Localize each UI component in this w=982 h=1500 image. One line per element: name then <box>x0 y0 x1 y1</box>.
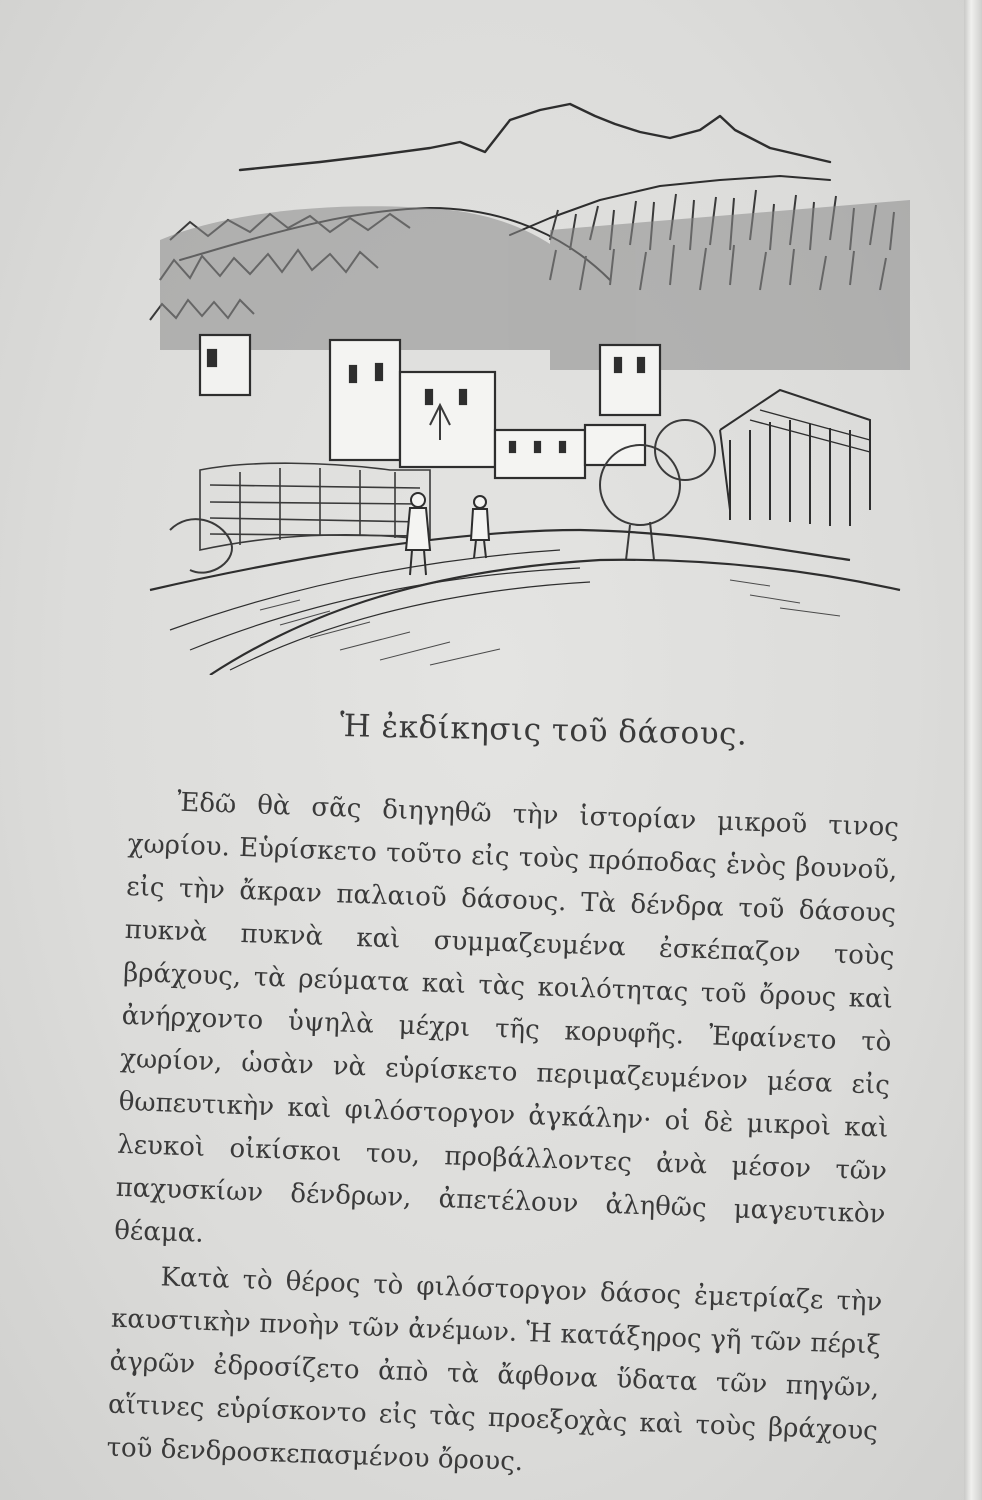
walking-figures <box>406 493 489 575</box>
forest-shading <box>160 200 910 370</box>
story-text <box>106 780 900 1496</box>
stone-wall <box>200 463 430 550</box>
road <box>150 530 900 675</box>
page-edge <box>964 0 982 1500</box>
paragraph-1: Ἐδῶ θὰ σᾶς διηγηθῶ τὴν ἱστορίαν μικροῦ τινος χωρίου. Εὑρίσκετο τοῦτο εἰς τοὺς πρόποδας ἑνὸς βουνοῦ, εἰς τὴν ἄκραν παλαιοῦ δάσους. Τὰ δένδρα τοῦ δάσους πυκνὰ πυκνὰ καὶ συμμαζευμένα ἐσκέπαζον τοὺς βράχους, τὰ ρεύματα καὶ τὰς κοιλότητας τοῦ ὄρους καὶ ἀνήρχοντο ὑψηλὰ μέχρι τῆς κορυφῆς. Ἐφαίνετο τὸ χωρίον, ὡσὰν νὰ εὑρίσκετο περιμαζευμένον μέσα εἰς θωπευτικὴν καὶ φιλόστοργον ἀγκάλην· οἱ δὲ μικροὶ καὶ λευκοὶ οἰκίσκοι του, προβάλλοντες ἀνὰ μέσον τῶν παχυσκίων δένδρων, ἀπετέλουν ἀληθῶς μαγευτικὸν θέαμα. <box>113 787 900 1249</box>
mountain-outline <box>240 104 830 170</box>
hatching <box>260 580 840 665</box>
village-illustration <box>130 90 910 675</box>
illustration-caption: Ἡ ἐκδίκησις τοῦ δάσους. <box>339 708 748 753</box>
paragraph-2: Κατὰ τὸ θέρος τὸ φιλόστοργον δάσος ἐμετρίαζε τὴν καυστικὴν πνοὴν τῶν ἀνέμων. Ἡ κατάξηρος γῆ τῶν πέριξ ἀγρῶν ἐδροσίζετο ἀπὸ τὰ ἄφθονα ὕδατα τῶν πηγῶν, αἵτινες εὑρίσκοντο εἰς τὰς προεξοχὰς καὶ τοὺς βράχους τοῦ δενδροσκεπασμένου ὄρους. <box>106 1262 883 1478</box>
village-sketch <box>130 90 910 675</box>
shed <box>720 390 870 526</box>
